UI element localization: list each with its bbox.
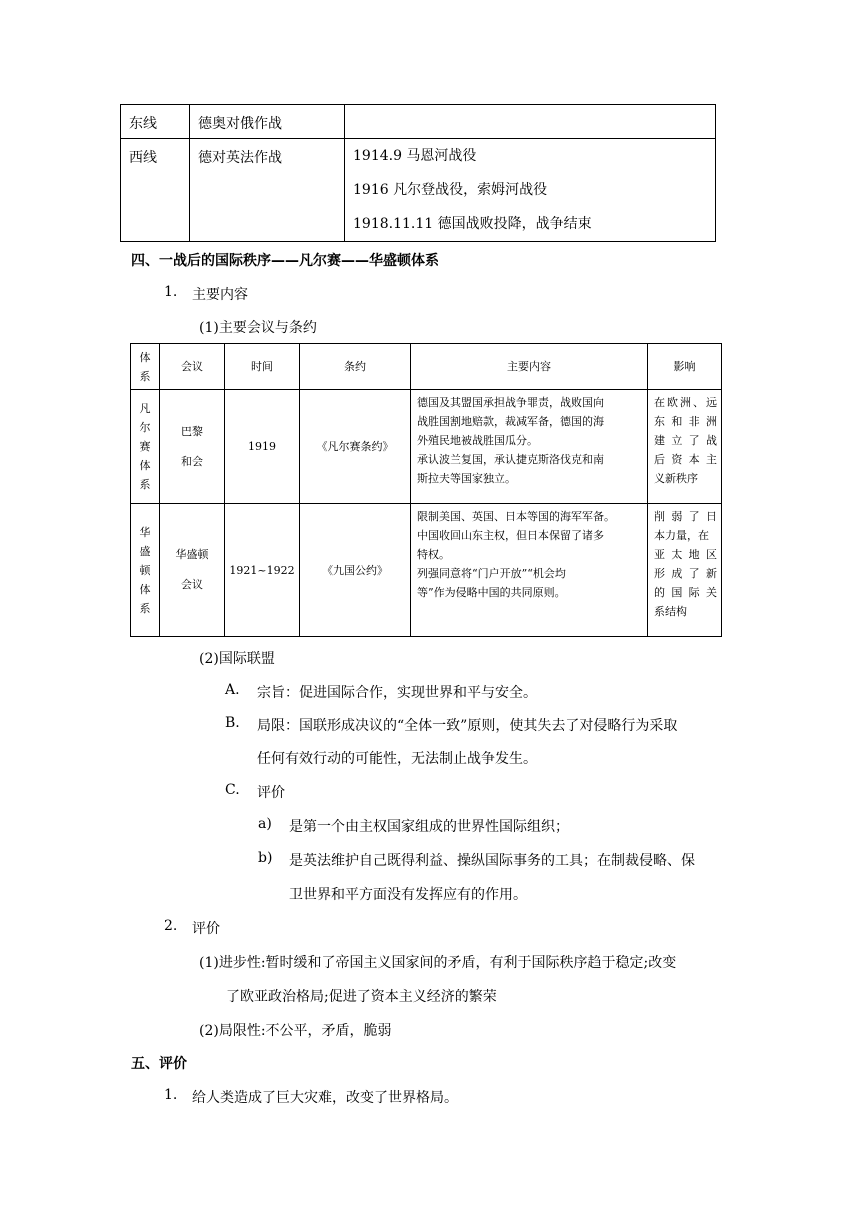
league-b-label: B. xyxy=(225,715,240,731)
header-system: 体 系 xyxy=(131,344,160,390)
eval-progressive-cont: 了欧亚政治格局;促进了资本主义经济的繁荣 xyxy=(226,989,497,1005)
front-cell-west: 西线 xyxy=(121,139,190,242)
league-ca-text: 是第一个由主权国家组成的世界性国际组织； xyxy=(289,819,569,835)
section-5-heading: 五、评价 xyxy=(131,1056,187,1072)
table-row xyxy=(131,504,722,637)
league-b-text-cont: 任何有效行动的可能性，无法制止战争发生。 xyxy=(257,751,537,767)
league-ca-label: a) xyxy=(258,816,272,832)
impact-cell: 削弱了日 本力量，在 亚太地区 形成了新 的国际关 系结构 xyxy=(648,504,722,637)
eval-progressive: (1)进步性:暂时缓和了帝国主义国家间的矛盾，有利于国际秩序趋于稳定;改变 xyxy=(199,955,677,971)
subsection-1-title: (1)主要会议与条约 xyxy=(199,320,317,336)
item-1-number: 1. xyxy=(164,284,178,300)
front-cell-west-desc: 德对英法作战 xyxy=(190,139,345,242)
time-cell: 1919 xyxy=(225,390,300,504)
subsection-2-title: (2)国际联盟 xyxy=(199,651,275,667)
item-2-number: 2. xyxy=(164,918,178,934)
s5-item-1-label: 给人类造成了巨大灾难，改变了世界格局。 xyxy=(192,1090,458,1106)
league-cb-text-cont: 卫世界和平方面没有发挥应有的作用。 xyxy=(289,887,527,903)
s5-item-1-number: 1. xyxy=(164,1087,178,1103)
header-treaty: 条约 xyxy=(300,344,411,390)
content-cell: 德国及其盟国承担战争罪责，战败国向 战胜国割地赔款，裁减军备，德国的海 外殖民地被战胜国瓜分。 承认波兰复国，承认捷克斯洛伐克和南 斯拉夫等国家独立。 xyxy=(411,390,648,504)
front-event: 1918.11.11 德国战败投降，战争结束 xyxy=(353,216,592,232)
front-cell-east: 东线 xyxy=(121,105,190,139)
front-cell-east-events xyxy=(345,105,716,139)
front-event: 1914.9 马恩河战役 xyxy=(353,148,477,164)
item-2-label: 评价 xyxy=(192,921,220,937)
header-content: 主要内容 xyxy=(411,344,648,390)
treaty-cell: 《凡尔赛条约》 xyxy=(300,390,411,504)
time-cell: 1921~1922 xyxy=(225,504,300,637)
item-1-label: 主要内容 xyxy=(192,287,248,303)
league-cb-label: b) xyxy=(258,850,273,866)
system-cell: 凡 尔 赛 体 系 xyxy=(131,390,160,504)
header-meeting: 会议 xyxy=(160,344,225,390)
front-table xyxy=(120,104,716,242)
league-c-text: 评价 xyxy=(257,785,285,801)
league-b-text: 局限：国联形成决议的“全体一致”原则，使其失去了对侵略行为采取 xyxy=(257,718,678,734)
system-cell: 华 盛 顿 体 系 xyxy=(131,504,160,637)
content-cell: 限制美国、英国、日本等国的海军军备。 中国收回山东主权，但日本保留了诸多 特权。 列强同意将“门户开放”“机会均 等”作为侵略中国的共同原则。 xyxy=(411,504,648,637)
eval-limitations: (2)局限性:不公平，矛盾，脆弱 xyxy=(199,1023,392,1039)
treaty-cell: 《九国公约》 xyxy=(300,504,411,637)
meeting-cell: 巴黎 和会 xyxy=(160,390,225,504)
front-cell-west-events xyxy=(345,139,716,242)
front-event: 1916 凡尔登战役，索姆河战役 xyxy=(353,182,548,198)
impact-cell: 在欧洲、远 东和非洲 建立了战 后资本主 义新秩序 xyxy=(648,390,722,504)
league-a-text: 宗旨：促进国际合作，实现世界和平与安全。 xyxy=(257,685,537,701)
league-cb-text: 是英法维护自己既得利益、操纵国际事务的工具；在制裁侵略、保 xyxy=(289,853,695,869)
section-4-heading: 四、一战后的国际秩序——凡尔赛——华盛顿体系 xyxy=(131,253,439,269)
table-row xyxy=(131,390,722,504)
header-impact: 影响 xyxy=(648,344,722,390)
league-a-label: A. xyxy=(225,682,240,698)
treaty-table xyxy=(130,343,722,637)
meeting-cell: 华盛顿 会议 xyxy=(160,504,225,637)
league-c-label: C. xyxy=(225,782,240,798)
header-time: 时间 xyxy=(225,344,300,390)
front-cell-east-desc: 德奥对俄作战 xyxy=(190,105,345,139)
